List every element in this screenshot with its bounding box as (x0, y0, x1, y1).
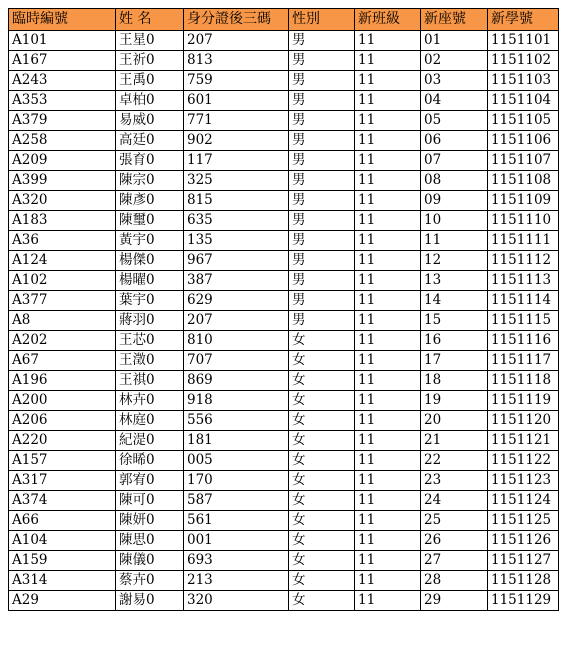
cell-temp-id[interactable]: A314 (9, 571, 116, 591)
cell-new-seat[interactable]: 10 (421, 211, 488, 231)
cell-new-class[interactable]: 11 (355, 211, 421, 231)
cell-new-student-id[interactable]: 1151125 (488, 511, 559, 531)
cell-new-student-id[interactable]: 1151123 (488, 471, 559, 491)
table-row (9, 51, 559, 71)
cell-gender[interactable]: 男 (289, 271, 355, 291)
table-row (9, 571, 559, 591)
cell-new-seat[interactable]: 24 (421, 491, 488, 511)
cell-new-class[interactable]: 11 (355, 191, 421, 211)
cell-name[interactable]: 王祈0 (116, 51, 184, 71)
cell-name[interactable]: 楊曜0 (116, 271, 184, 291)
cell-new-class[interactable]: 11 (355, 451, 421, 471)
cell-gender[interactable]: 男 (289, 291, 355, 311)
cell-name[interactable]: 王澂0 (116, 351, 184, 371)
cell-id-last-three[interactable]: 117 (184, 151, 289, 171)
table-row (9, 131, 559, 151)
cell-temp-id[interactable]: A202 (9, 331, 116, 351)
cell-id-last-three[interactable]: 135 (184, 231, 289, 251)
cell-id-last-three[interactable]: 707 (184, 351, 289, 371)
cell-id-last-three[interactable]: 759 (184, 71, 289, 91)
cell-temp-id[interactable]: A101 (9, 31, 116, 51)
cell-new-seat[interactable]: 07 (421, 151, 488, 171)
cell-new-student-id[interactable]: 1151115 (488, 311, 559, 331)
header-gender[interactable]: 性別 (289, 9, 355, 31)
cell-name[interactable]: 陳璽0 (116, 211, 184, 231)
cell-id-last-three[interactable]: 561 (184, 511, 289, 531)
cell-temp-id[interactable]: A209 (9, 151, 116, 171)
cell-gender[interactable]: 女 (289, 431, 355, 451)
cell-name[interactable]: 林庭0 (116, 411, 184, 431)
cell-new-class[interactable]: 11 (355, 371, 421, 391)
cell-gender[interactable]: 女 (289, 531, 355, 551)
cell-new-student-id[interactable]: 1151112 (488, 251, 559, 271)
cell-new-class[interactable]: 11 (355, 91, 421, 111)
table-row (9, 391, 559, 411)
header-name[interactable]: 姓 名 (116, 9, 184, 31)
cell-new-student-id[interactable]: 1151105 (488, 111, 559, 131)
cell-new-student-id[interactable]: 1151107 (488, 151, 559, 171)
table-row (9, 591, 559, 611)
cell-new-seat[interactable]: 15 (421, 311, 488, 331)
cell-new-seat[interactable]: 29 (421, 591, 488, 611)
header-new-student-id[interactable]: 新學號 (488, 9, 559, 31)
header-new-class[interactable]: 新班級 (355, 9, 421, 31)
cell-temp-id[interactable]: A258 (9, 131, 116, 151)
cell-id-last-three[interactable]: 869 (184, 371, 289, 391)
cell-gender[interactable]: 女 (289, 371, 355, 391)
cell-new-seat[interactable]: 06 (421, 131, 488, 151)
cell-gender[interactable]: 女 (289, 471, 355, 491)
cell-new-class[interactable]: 11 (355, 531, 421, 551)
cell-gender[interactable]: 男 (289, 51, 355, 71)
cell-new-seat[interactable]: 22 (421, 451, 488, 471)
cell-temp-id[interactable]: A124 (9, 251, 116, 271)
cell-name[interactable]: 王芯0 (116, 331, 184, 351)
cell-name[interactable]: 陳宗0 (116, 171, 184, 191)
table-row (9, 291, 559, 311)
cell-id-last-three[interactable]: 325 (184, 171, 289, 191)
cell-new-class[interactable]: 11 (355, 551, 421, 571)
cell-new-student-id[interactable]: 1151119 (488, 391, 559, 411)
cell-id-last-three[interactable]: 005 (184, 451, 289, 471)
table-row (9, 171, 559, 191)
cell-new-student-id[interactable]: 1151103 (488, 71, 559, 91)
cell-id-last-three[interactable]: 771 (184, 111, 289, 131)
cell-name[interactable]: 易威0 (116, 111, 184, 131)
cell-new-class[interactable]: 11 (355, 311, 421, 331)
cell-temp-id[interactable]: A29 (9, 591, 116, 611)
table-row (9, 71, 559, 91)
cell-new-class[interactable]: 11 (355, 31, 421, 51)
cell-new-class[interactable]: 11 (355, 171, 421, 191)
cell-new-class[interactable]: 11 (355, 111, 421, 131)
cell-name[interactable]: 林卉0 (116, 391, 184, 411)
cell-new-student-id[interactable]: 1151127 (488, 551, 559, 571)
cell-new-seat[interactable]: 18 (421, 371, 488, 391)
cell-id-last-three[interactable]: 967 (184, 251, 289, 271)
cell-name[interactable]: 葉宇0 (116, 291, 184, 311)
cell-id-last-three[interactable]: 213 (184, 571, 289, 591)
cell-new-student-id[interactable]: 1151117 (488, 351, 559, 371)
cell-name[interactable]: 王祺0 (116, 371, 184, 391)
table-row (9, 311, 559, 331)
table-row (9, 231, 559, 251)
cell-id-last-three[interactable]: 815 (184, 191, 289, 211)
cell-new-student-id[interactable]: 1151106 (488, 131, 559, 151)
cell-new-class[interactable]: 11 (355, 411, 421, 431)
cell-gender[interactable]: 男 (289, 231, 355, 251)
cell-temp-id[interactable]: A104 (9, 531, 116, 551)
header-temp-id[interactable]: 臨時編號 (9, 9, 116, 31)
table-row (9, 511, 559, 531)
student-table (8, 8, 559, 611)
cell-new-seat[interactable]: 26 (421, 531, 488, 551)
cell-name[interactable]: 謝易0 (116, 591, 184, 611)
cell-name[interactable]: 陳妍0 (116, 511, 184, 531)
cell-new-student-id[interactable]: 1151102 (488, 51, 559, 71)
cell-id-last-three[interactable]: 001 (184, 531, 289, 551)
cell-new-student-id[interactable]: 1151129 (488, 591, 559, 611)
table-row (9, 431, 559, 451)
cell-new-seat[interactable]: 21 (421, 431, 488, 451)
cell-new-student-id[interactable]: 1151126 (488, 531, 559, 551)
cell-new-seat[interactable]: 25 (421, 511, 488, 531)
cell-new-student-id[interactable]: 1151108 (488, 171, 559, 191)
cell-temp-id[interactable]: A183 (9, 211, 116, 231)
cell-temp-id[interactable]: A8 (9, 311, 116, 331)
cell-id-last-three[interactable]: 918 (184, 391, 289, 411)
cell-new-class[interactable]: 11 (355, 131, 421, 151)
cell-new-class[interactable]: 11 (355, 251, 421, 271)
cell-temp-id[interactable]: A374 (9, 491, 116, 511)
cell-new-student-id[interactable]: 1151120 (488, 411, 559, 431)
header-new-seat[interactable]: 新座號 (421, 9, 488, 31)
cell-temp-id[interactable]: A320 (9, 191, 116, 211)
cell-new-student-id[interactable]: 1151101 (488, 31, 559, 51)
table-row (9, 531, 559, 551)
cell-new-student-id[interactable]: 1151124 (488, 491, 559, 511)
cell-new-class[interactable]: 11 (355, 391, 421, 411)
cell-gender[interactable]: 男 (289, 111, 355, 131)
table-row (9, 271, 559, 291)
cell-temp-id[interactable]: A196 (9, 371, 116, 391)
table-row (9, 451, 559, 471)
cell-temp-id[interactable]: A379 (9, 111, 116, 131)
header-id-last-three[interactable]: 身分證後三碼 (184, 9, 289, 31)
cell-gender[interactable]: 男 (289, 211, 355, 231)
table-row (9, 351, 559, 371)
cell-new-class[interactable]: 11 (355, 271, 421, 291)
cell-new-student-id[interactable]: 1151121 (488, 431, 559, 451)
cell-gender[interactable]: 女 (289, 591, 355, 611)
cell-gender[interactable]: 男 (289, 311, 355, 331)
cell-new-seat[interactable]: 20 (421, 411, 488, 431)
cell-temp-id[interactable]: A157 (9, 451, 116, 471)
cell-temp-id[interactable]: A66 (9, 511, 116, 531)
cell-gender[interactable]: 男 (289, 91, 355, 111)
cell-id-last-three[interactable]: 387 (184, 271, 289, 291)
cell-id-last-three[interactable]: 810 (184, 331, 289, 351)
cell-new-class[interactable]: 11 (355, 291, 421, 311)
cell-new-student-id[interactable]: 1151116 (488, 331, 559, 351)
cell-name[interactable]: 陳思0 (116, 531, 184, 551)
cell-new-class[interactable]: 11 (355, 51, 421, 71)
cell-new-seat[interactable]: 19 (421, 391, 488, 411)
table-body (9, 31, 559, 611)
cell-temp-id[interactable]: A399 (9, 171, 116, 191)
cell-gender[interactable]: 男 (289, 151, 355, 171)
cell-new-seat[interactable]: 02 (421, 51, 488, 71)
cell-id-last-three[interactable]: 207 (184, 311, 289, 331)
table-row (9, 251, 559, 271)
cell-name[interactable]: 紀湜0 (116, 431, 184, 451)
cell-id-last-three[interactable]: 601 (184, 91, 289, 111)
cell-new-seat[interactable]: 11 (421, 231, 488, 251)
table-row (9, 191, 559, 211)
cell-name[interactable]: 王星0 (116, 31, 184, 51)
cell-gender[interactable]: 男 (289, 171, 355, 191)
cell-new-student-id[interactable]: 1151128 (488, 571, 559, 591)
cell-new-student-id[interactable]: 1151110 (488, 211, 559, 231)
cell-temp-id[interactable]: A243 (9, 71, 116, 91)
cell-gender[interactable]: 女 (289, 331, 355, 351)
cell-new-class[interactable]: 11 (355, 431, 421, 451)
cell-temp-id[interactable]: A102 (9, 271, 116, 291)
cell-gender[interactable]: 男 (289, 131, 355, 151)
cell-new-seat[interactable]: 28 (421, 571, 488, 591)
cell-temp-id[interactable]: A377 (9, 291, 116, 311)
cell-name[interactable]: 郭宥0 (116, 471, 184, 491)
cell-gender[interactable]: 女 (289, 511, 355, 531)
cell-new-seat[interactable]: 03 (421, 71, 488, 91)
table-row (9, 471, 559, 491)
table-row (9, 211, 559, 231)
table-row (9, 91, 559, 111)
cell-new-seat[interactable]: 16 (421, 331, 488, 351)
cell-name[interactable]: 黃宇0 (116, 231, 184, 251)
cell-new-class[interactable]: 11 (355, 511, 421, 531)
cell-id-last-three[interactable]: 320 (184, 591, 289, 611)
cell-gender[interactable]: 男 (289, 71, 355, 91)
cell-new-student-id[interactable]: 1151111 (488, 231, 559, 251)
table-row (9, 411, 559, 431)
cell-gender[interactable]: 男 (289, 251, 355, 271)
table-row (9, 551, 559, 571)
cell-temp-id[interactable]: A167 (9, 51, 116, 71)
table-row (9, 31, 559, 51)
cell-new-seat[interactable]: 12 (421, 251, 488, 271)
cell-id-last-three[interactable]: 181 (184, 431, 289, 451)
cell-new-class[interactable]: 11 (355, 491, 421, 511)
cell-name[interactable]: 張育0 (116, 151, 184, 171)
cell-temp-id[interactable]: A317 (9, 471, 116, 491)
cell-new-seat[interactable]: 17 (421, 351, 488, 371)
cell-gender[interactable]: 女 (289, 451, 355, 471)
cell-name[interactable]: 陳可0 (116, 491, 184, 511)
cell-new-seat[interactable]: 13 (421, 271, 488, 291)
cell-new-seat[interactable]: 01 (421, 31, 488, 51)
cell-name[interactable]: 楊傑0 (116, 251, 184, 271)
cell-gender[interactable]: 男 (289, 191, 355, 211)
cell-gender[interactable]: 女 (289, 391, 355, 411)
cell-id-last-three[interactable]: 635 (184, 211, 289, 231)
cell-gender[interactable]: 女 (289, 411, 355, 431)
cell-name[interactable]: 高廷0 (116, 131, 184, 151)
cell-new-seat[interactable]: 09 (421, 191, 488, 211)
cell-new-student-id[interactable]: 1151118 (488, 371, 559, 391)
cell-id-last-three[interactable]: 813 (184, 51, 289, 71)
student-list-sheet (8, 8, 559, 611)
cell-name[interactable]: 蔡卉0 (116, 571, 184, 591)
cell-new-student-id[interactable]: 1151109 (488, 191, 559, 211)
cell-id-last-three[interactable]: 556 (184, 411, 289, 431)
cell-id-last-three[interactable]: 207 (184, 31, 289, 51)
table-row (9, 111, 559, 131)
cell-id-last-three[interactable]: 902 (184, 131, 289, 151)
cell-new-student-id[interactable]: 1151122 (488, 451, 559, 471)
cell-name[interactable]: 王禹0 (116, 71, 184, 91)
header-row (9, 9, 559, 31)
cell-new-class[interactable]: 11 (355, 231, 421, 251)
cell-new-seat[interactable]: 14 (421, 291, 488, 311)
cell-temp-id[interactable]: A36 (9, 231, 116, 251)
cell-new-seat[interactable]: 08 (421, 171, 488, 191)
cell-name[interactable]: 徐晞0 (116, 451, 184, 471)
table-row (9, 491, 559, 511)
cell-new-class[interactable]: 11 (355, 591, 421, 611)
cell-new-class[interactable]: 11 (355, 571, 421, 591)
cell-gender[interactable]: 女 (289, 491, 355, 511)
cell-temp-id[interactable]: A159 (9, 551, 116, 571)
cell-temp-id[interactable]: A200 (9, 391, 116, 411)
cell-gender[interactable]: 女 (289, 551, 355, 571)
cell-new-seat[interactable]: 05 (421, 111, 488, 131)
cell-temp-id[interactable]: A353 (9, 91, 116, 111)
cell-gender[interactable]: 女 (289, 571, 355, 591)
cell-new-class[interactable]: 11 (355, 471, 421, 491)
cell-id-last-three[interactable]: 587 (184, 491, 289, 511)
cell-name[interactable]: 卓柏0 (116, 91, 184, 111)
table-row (9, 371, 559, 391)
table-row (9, 151, 559, 171)
cell-new-class[interactable]: 11 (355, 351, 421, 371)
cell-new-class[interactable]: 11 (355, 331, 421, 351)
cell-new-class[interactable]: 11 (355, 151, 421, 171)
cell-name[interactable]: 蔣羽0 (116, 311, 184, 331)
cell-id-last-three[interactable]: 170 (184, 471, 289, 491)
cell-temp-id[interactable]: A67 (9, 351, 116, 371)
cell-name[interactable]: 陳彥0 (116, 191, 184, 211)
cell-new-seat[interactable]: 23 (421, 471, 488, 491)
cell-temp-id[interactable]: A206 (9, 411, 116, 431)
cell-new-student-id[interactable]: 1151104 (488, 91, 559, 111)
cell-new-seat[interactable]: 27 (421, 551, 488, 571)
cell-new-class[interactable]: 11 (355, 71, 421, 91)
cell-id-last-three[interactable]: 693 (184, 551, 289, 571)
cell-new-seat[interactable]: 04 (421, 91, 488, 111)
cell-new-student-id[interactable]: 1151114 (488, 291, 559, 311)
table-row (9, 331, 559, 351)
cell-gender[interactable]: 女 (289, 351, 355, 371)
cell-id-last-three[interactable]: 629 (184, 291, 289, 311)
cell-gender[interactable]: 男 (289, 31, 355, 51)
cell-temp-id[interactable]: A220 (9, 431, 116, 451)
cell-new-student-id[interactable]: 1151113 (488, 271, 559, 291)
cell-name[interactable]: 陳儀0 (116, 551, 184, 571)
